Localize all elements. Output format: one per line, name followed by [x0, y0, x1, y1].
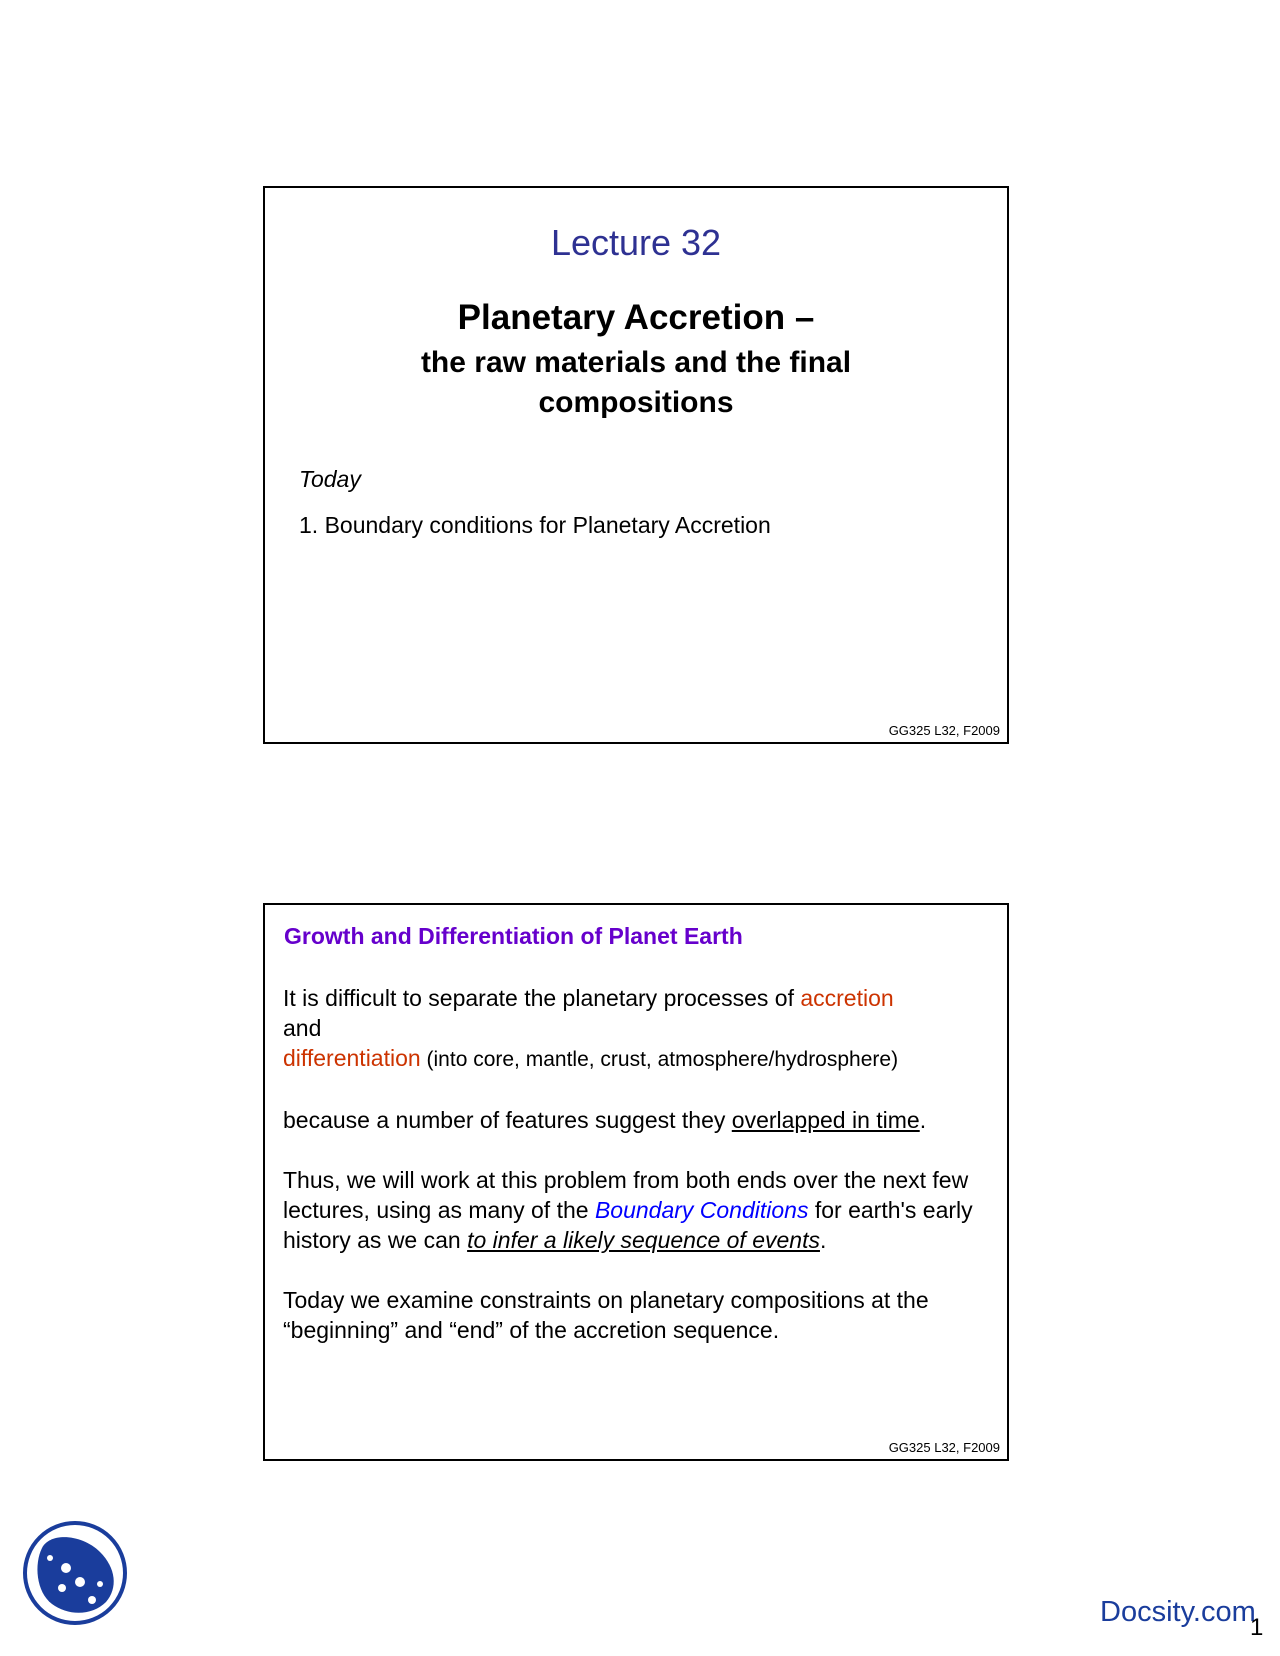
- docsity-logo-graphic: [20, 1518, 130, 1628]
- p3-text-2: for earth's early history as we can: [283, 1197, 973, 1253]
- boundary-conditions-term: Boundary Conditions: [594, 1197, 809, 1223]
- slide-heading: Growth and Differentiation of Planet Earth: [284, 923, 743, 949]
- slide-growth-differentiation: [263, 903, 1009, 1461]
- p1-and: and: [283, 1015, 322, 1041]
- paragraph-3: [283, 1165, 993, 1255]
- p4-text: Today we examine constraints on planetary compositions at the “beginning” and “end” of the accretion sequence.: [283, 1287, 929, 1343]
- paragraph-2: [283, 1105, 993, 1135]
- slide-footer: GG325 L32, F2009: [888, 723, 1000, 738]
- p3-text-1: Thus, we will work at this problem from both ends over the next few lectures, using as many of the: [283, 1167, 969, 1223]
- overlapped-phrase: overlapped in time: [731, 1107, 920, 1133]
- paragraph-4: [283, 1285, 993, 1345]
- p2-text: because a number of features suggest they: [283, 1107, 732, 1133]
- docsity-link[interactable]: Docsity.com: [1100, 1596, 1256, 1628]
- p3-end: .: [819, 1227, 827, 1253]
- slide-footer: GG325 L32, F2009: [888, 1440, 1000, 1455]
- page-number: 1: [1250, 1614, 1264, 1641]
- slide-title: [263, 186, 1009, 744]
- p1-parenthetical: (into core, mantle, crust, atmosphere/hydrosphere): [420, 1048, 899, 1071]
- docsity-logo-icon[interactable]: [20, 1518, 130, 1628]
- infer-sequence-phrase: to infer a likely sequence of events: [467, 1227, 820, 1253]
- p1-text: It is difficult to separate the planetary processes of: [283, 985, 801, 1011]
- differentiation-term: differentiation: [283, 1045, 421, 1071]
- lecture-subheading: [265, 343, 1007, 423]
- lecture-heading: Planetary Accretion –: [457, 298, 815, 337]
- agenda-item-1: 1. Boundary conditions for Planetary Accretion: [299, 512, 771, 538]
- subheading-line-1: the raw materials and the final: [420, 346, 852, 379]
- today-label: Today: [299, 466, 361, 492]
- subheading-line-2: compositions: [538, 386, 734, 419]
- slide-body: [283, 983, 993, 1375]
- lecture-number-title: Lecture 32: [550, 222, 722, 263]
- p2-end: .: [919, 1107, 927, 1133]
- paragraph-1: [283, 983, 993, 1075]
- accretion-term: accretion: [800, 985, 894, 1011]
